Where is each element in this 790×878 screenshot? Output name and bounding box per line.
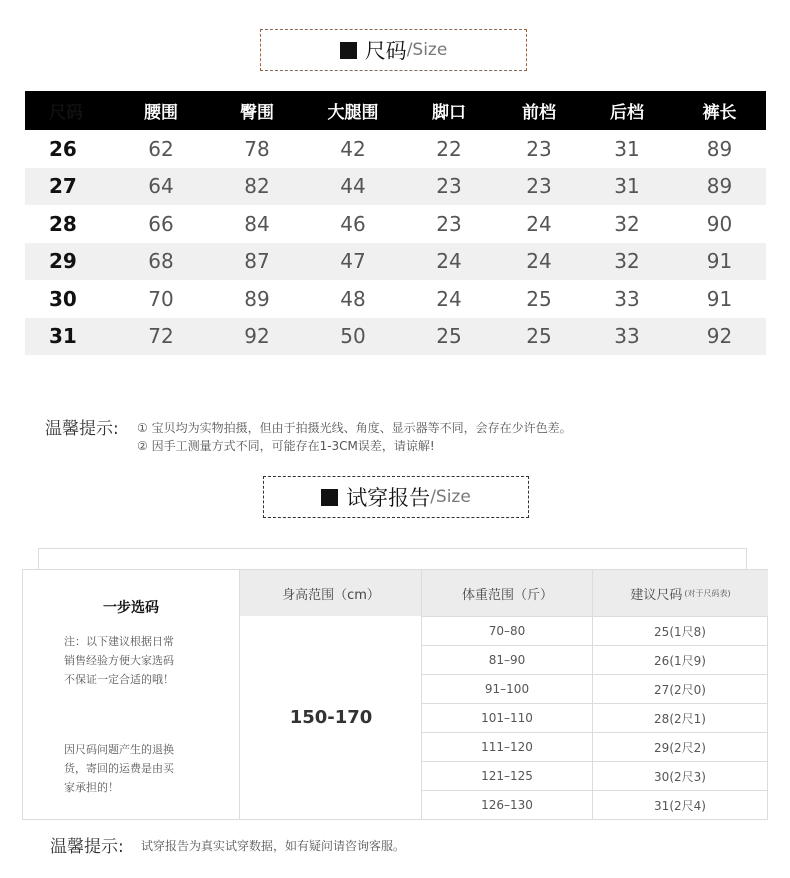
size-value-cell: 91 <box>706 249 733 274</box>
fit-row <box>421 732 767 761</box>
size-header-cell: 裤长 <box>702 103 737 123</box>
size-label-cell: 29 <box>49 249 77 274</box>
size-value-cell: 89 <box>244 286 270 311</box>
fit-left-panel <box>23 570 239 819</box>
square-icon <box>321 489 338 506</box>
size-value-cell: 33 <box>614 286 640 311</box>
fit-note-1-line: 销售经验方便大家选码 <box>64 654 174 667</box>
size-value-cell: 25 <box>526 286 552 311</box>
size-value-cell: 32 <box>614 249 640 274</box>
fit-row <box>421 790 767 819</box>
size-header-cell: 臀围 <box>240 103 274 123</box>
size-value-cell: 70 <box>148 286 174 311</box>
size-value-cell: 31 <box>614 174 640 199</box>
size-value-cell: 92 <box>706 324 733 349</box>
suggested-size-cell: 25(1尺8) <box>592 616 767 645</box>
size-value-cell: 23 <box>436 211 462 236</box>
fit-note-2-line: 货，寄回的运费是由买 <box>64 762 174 775</box>
suggested-size-cell: 30(2尺3) <box>592 761 767 790</box>
suggested-size-cell: 28(2尺1) <box>592 703 767 732</box>
fit-note-2-line: 家承担的！ <box>64 781 119 794</box>
size-value-cell: 32 <box>614 211 640 236</box>
suggested-size-cell: 31(2尺4) <box>592 790 767 819</box>
fit-note-2 <box>64 740 174 797</box>
size-value-cell: 44 <box>340 174 366 199</box>
size-value-cell: 89 <box>706 136 733 161</box>
fit-section-header <box>263 476 529 518</box>
fit-note-1 <box>64 632 174 689</box>
size-value-cell: 68 <box>148 249 174 274</box>
size-value-cell: 91 <box>706 286 733 311</box>
size-table-row <box>25 280 766 318</box>
weight-range-cell: 111–120 <box>421 732 592 761</box>
size-table-body <box>25 130 766 355</box>
size-value-cell: 82 <box>244 174 270 199</box>
size-value-cell: 47 <box>340 249 366 274</box>
height-value: 150-170 <box>239 616 422 819</box>
size-value-cell: 50 <box>340 324 366 349</box>
fit-note-1-line: 不保证一定合适的哦！ <box>64 673 174 686</box>
size-value-cell: 62 <box>148 136 174 161</box>
size-value-cell: 22 <box>436 136 462 161</box>
size-header-cell: 前档 <box>522 103 556 123</box>
fit-note-2-line: 因尺码问题产生的退换 <box>64 743 174 756</box>
size-value-cell: 42 <box>340 136 366 161</box>
weight-range-cell: 81–90 <box>421 645 592 674</box>
size-value-cell: 24 <box>436 249 462 274</box>
size-table-row <box>25 168 766 206</box>
fit-card-back <box>38 548 747 570</box>
size-value-cell: 25 <box>436 324 462 349</box>
weight-range-cell: 126–130 <box>421 790 592 819</box>
size-value-cell: 48 <box>340 286 366 311</box>
size-value-cell: 24 <box>526 249 552 274</box>
tips-line-1: ① 宝贝均为实物拍摄，但由于拍摄光线、角度、显示器等不同，会存在少许色差。 <box>137 421 572 435</box>
size-value-cell: 87 <box>244 249 270 274</box>
weight-range-cell: 101–110 <box>421 703 592 732</box>
size-label-cell: 31 <box>49 324 77 349</box>
fit-row <box>421 645 767 674</box>
suggested-size-cell: 26(1尺9) <box>592 645 767 674</box>
size-header-cell: 腰围 <box>144 103 178 123</box>
size-value-cell: 24 <box>436 286 462 311</box>
weight-range-cell: 70–80 <box>421 616 592 645</box>
tips-label: 温馨提示: <box>45 419 119 439</box>
size-value-cell: 66 <box>148 211 174 236</box>
weight-range-cell: 121–125 <box>421 761 592 790</box>
size-value-cell: 25 <box>526 324 552 349</box>
size-value-cell: 72 <box>148 324 174 349</box>
size-label-cell: 26 <box>49 136 77 161</box>
weight-range-cell: 91–100 <box>421 674 592 703</box>
header-suggested-size <box>592 570 768 616</box>
size-value-cell: 23 <box>526 174 552 199</box>
size-value-cell: 84 <box>244 211 270 236</box>
size-table-row <box>25 243 766 281</box>
square-icon <box>340 42 357 59</box>
suggested-size-cell: 27(2尺0) <box>592 674 767 703</box>
fit-row <box>421 616 767 645</box>
size-value-cell: 89 <box>706 174 733 199</box>
header-height-label: 身高范围（cm） <box>282 587 380 603</box>
header-weight-range <box>421 570 593 616</box>
size-value-cell: 33 <box>614 324 640 349</box>
size-value-cell: 90 <box>706 211 733 236</box>
fit-section-title: 试穿报告 <box>346 486 431 510</box>
size-label-cell: 28 <box>49 211 77 236</box>
size-header-cell: 脚口 <box>432 103 466 123</box>
fit-row <box>421 674 767 703</box>
size-header-cell: 大腿围 <box>327 103 379 123</box>
tips2-text: 试穿报告为真实试穿数据，如有疑问请咨询客服。 <box>141 839 406 853</box>
header-size-label: 建议尺码 <box>630 587 683 603</box>
suggested-size-cell: 29(2尺2) <box>592 732 767 761</box>
size-label-cell: 27 <box>49 174 77 199</box>
size-table-row <box>25 130 766 168</box>
tips2-label: 温馨提示: <box>50 837 124 857</box>
size-value-cell: 78 <box>244 136 270 161</box>
size-value-cell: 24 <box>526 211 552 236</box>
size-table <box>25 91 766 355</box>
header-weight-label: 体重范围（斤） <box>461 587 553 603</box>
size-value-cell: 92 <box>244 324 270 349</box>
size-table-header <box>25 91 766 130</box>
fit-note-1-line: 注：以下建议根据日常 <box>64 635 174 648</box>
fit-section-subtitle: /Size <box>430 487 471 507</box>
fit-row <box>421 703 767 732</box>
size-value-cell: 46 <box>340 211 366 236</box>
fit-row <box>421 761 767 790</box>
fit-left-title: 一步选码 <box>103 600 159 616</box>
size-header-cell: 尺码 <box>49 103 83 123</box>
size-value-cell: 23 <box>436 174 462 199</box>
size-value-cell: 64 <box>148 174 174 199</box>
size-table-row <box>25 205 766 243</box>
size-section-header <box>260 29 527 71</box>
size-header-cell: 后档 <box>610 103 644 123</box>
fit-report-table <box>22 569 768 820</box>
tips-line-2: ② 因手工测量方式不同，可能存在1-3CM误差，请谅解! <box>137 439 435 453</box>
size-table-row <box>25 318 766 356</box>
size-section-title: 尺码 <box>364 39 407 63</box>
size-value-cell: 23 <box>526 136 552 161</box>
size-section-subtitle: /Size <box>406 40 448 60</box>
size-value-cell: 31 <box>614 136 640 161</box>
size-label-cell: 30 <box>49 286 77 311</box>
header-height-range <box>239 570 422 616</box>
header-size-note: (对于尺码表) <box>684 588 731 598</box>
